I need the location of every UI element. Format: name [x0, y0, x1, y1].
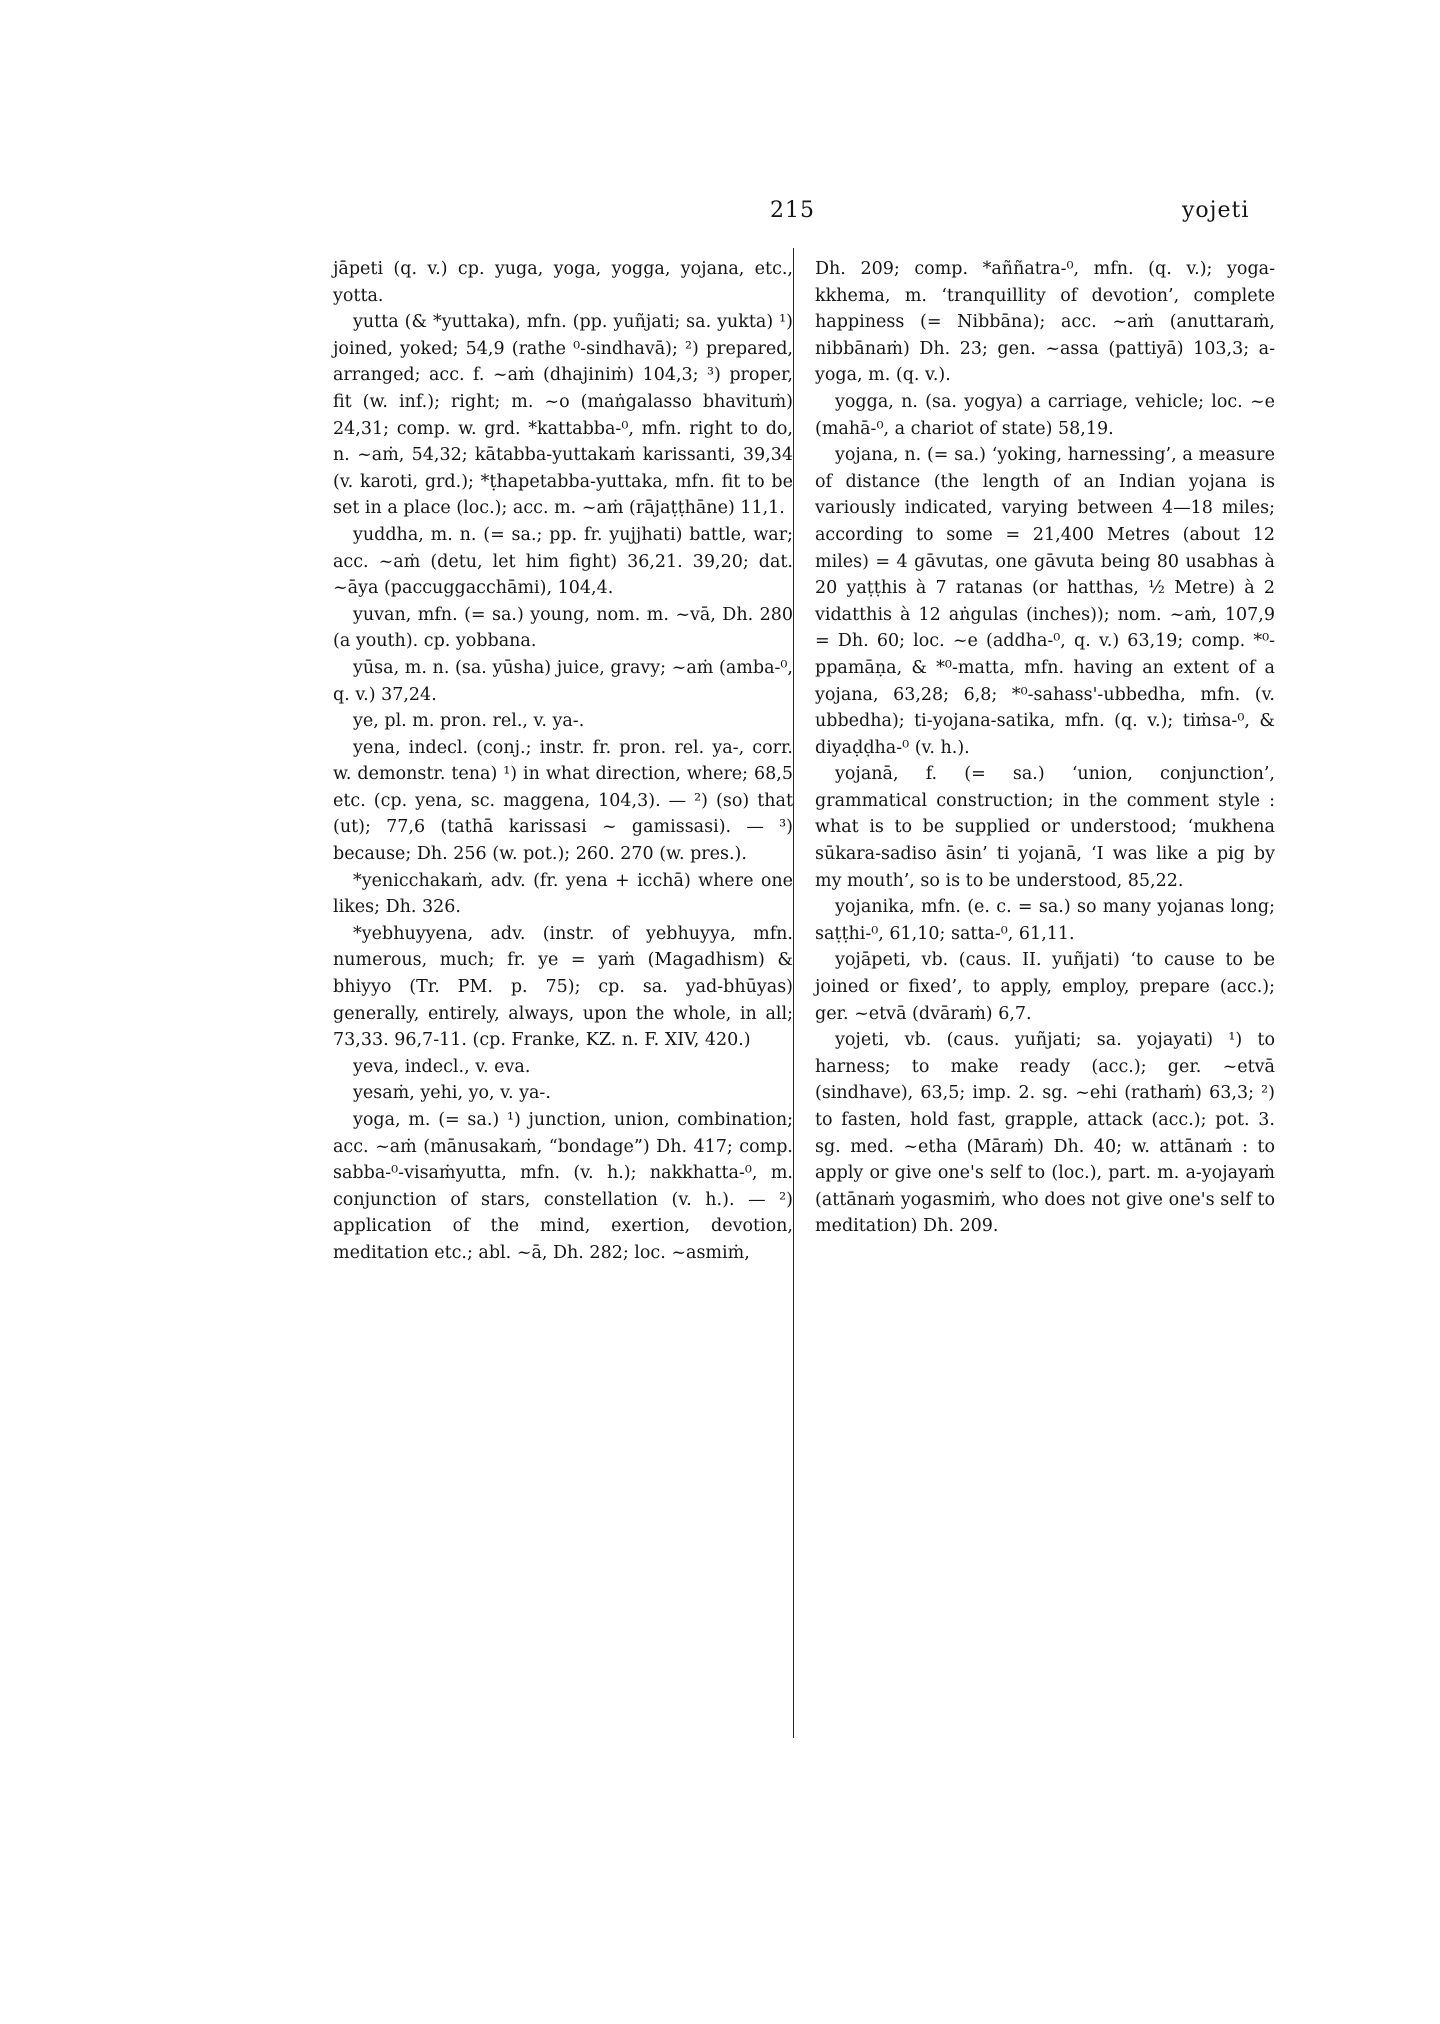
dictionary-entry: *yebhuyyena, adv. (instr. of yebhuyya, mfn. numerous, much; fr. ye = yaṁ (Magadhism) & bhiyyo (Tr. PM. p. 75); cp. sa. yad-bhūyas) generally, entirely, always, upon the whole, in all; 73,33. 96,7-11. (cp. Franke, KZ. n. F. XIV, 420.) [333, 923, 793, 1051]
dictionary-entry: yena, indecl. (conj.; instr. fr. pron. rel. ya-, corr. w. demonstr. tena) ¹) in what direction, where; 68,5 etc. (cp. yena, sc. maggena, 104,3). — ²) (so) that (ut); 77,6 (tathā karissasi ~ gamissasi). — ³) because; Dh. 256 (w. pot.); 260. 270 (w. pres.). [333, 737, 793, 865]
dictionary-entry: yojanika, mfn. (e. c. = sa.) so many yojanas long; saṭṭhi-⁰, 61,10; satta-⁰, 61,11. [815, 897, 1275, 944]
dictionary-entry: ye, pl. m. pron. rel., v. ya-. [353, 711, 585, 732]
right-column [815, 256, 1275, 1240]
dictionary-entry: yeva, indecl., v. eva. [353, 1056, 531, 1077]
left-column [333, 256, 793, 1267]
dictionary-entry: yuvan, mfn. (= sa.) young, nom. m. ~vā, Dh. 280 (a youth). cp. yobbana. [333, 604, 793, 652]
dictionary-entry: yūsa, m. n. (sa. yūsha) juice, gravy; ~aṁ (amba-⁰, q. v.) 37,24. [333, 657, 793, 705]
dictionary-entry: yojeti, vb. (caus. yuñjati; sa. yojayati) ¹) to harness; to make ready (acc.); ger. ~etvā (sindhave), 63,5; imp. 2. sg. ~ehi (rathaṁ) 63,3; ²) to fasten, hold fast, grapple, attack (acc.); pot. 3. sg. med. ~etha (Māraṁ) Dh. 40; w. attānaṁ : to apply or give one's self to (loc.), part. m. a-yojayaṁ (attānaṁ yogasmiṁ, who does not give one's self to meditation) Dh. 209. [815, 1030, 1275, 1237]
dictionary-entry: yogga, n. (sa. yogya) a carriage, vehicle; loc. ~e (mahā-⁰, a chariot of state) 58,19. [815, 391, 1275, 439]
dictionary-entry: yesaṁ, yehi, yo, v. ya-. [353, 1083, 551, 1104]
dictionary-entry: jāpeti (q. v.) cp. yuga, yoga, yogga, yojana, etc., yotta. [333, 259, 793, 306]
dictionary-entry: yojanā, f. (= sa.) ‘union, conjunction’, grammatical construction; in the comment style : what is to be supplied or understood; ‘mukhena sūkara-sadiso āsin’ ti yojanā, ‘I was like a pig by my mouth’, so is to be understood, 85,22. [815, 764, 1275, 891]
dictionary-entry: yojana, n. (= sa.) ‘yoking, harnessing’, a measure of distance (the length of an Indian yojana is variously indicated, varying between 4—18 miles; according to some = 21,400 Metres (about 12 miles) = 4 gāvutas, one gāvuta being 80 usabhas à 20 yaṭṭhis à 7 ratanas (or hatthas, ½ Metre) à 2 vidatthis à 12 aṅgulas (inches)); nom. ~aṁ, 107,9 = Dh. 60; loc. ~e (addha-⁰, q. v.) 63,19; comp. *⁰-ppamāṇa, & *⁰-matta, mfn. having an extent of a yojana, 63,28; 6,8; *⁰-sahass'-ubbedha, mfn. (v. ubbedha); ti-yojana-satika, mfn. (q. v.); tiṁsa-⁰, & diyaḍḍha-⁰ (v. h.). [815, 445, 1275, 758]
page-number: 215 [770, 198, 815, 223]
dictionary-entry: *yenicchakaṁ, adv. (fr. yena + icchā) where one likes; Dh. 326. [333, 870, 793, 918]
dictionary-entry: yutta (& *yuttaka), mfn. (pp. yuñjati; sa. yukta) ¹) joined, yoked; 54,9 (rathe ⁰-sindhavā); ²) prepared, arranged; acc. f. ~aṁ (dhajiniṁ) 104,3; ³) proper, fit (w. inf.); right; m. ~o (maṅgalasso bhavituṁ) 24,31; comp. w. grd. *kattabba-⁰, mfn. right to do, n. ~aṁ, 54,32; kātabba-yuttakaṁ karissanti, 39,34 (v. karoti, grd.); *ṭhapetabba-yuttaka, mfn. fit to be set in a place (loc.); acc. m. ~aṁ (rājaṭṭhāne) 11,1. [333, 312, 793, 519]
running-head: yojeti [1182, 198, 1250, 223]
column-divider [793, 248, 794, 1738]
dictionary-entry: Dh. 209; comp. *aññatra-⁰, mfn. (q. v.); yoga-kkhema, m. ‘tranquillity of devotion’, complete happiness (= Nibbāna); acc. ~aṁ (anuttaraṁ, nibbānaṁ) Dh. 23; gen. ~assa (pattiyā) 103,3; a-yoga, m. (q. v.). [815, 259, 1275, 386]
dictionary-entry: yuddha, m. n. (= sa.; pp. fr. yujjhati) battle, war; acc. ~aṁ (detu, let him fight) 36,21. 39,20; dat. ~āya (paccuggacchāmi), 104,4. [333, 524, 793, 599]
dictionary-entry: yojāpeti, vb. (caus. II. yuñjati) ‘to cause to be joined or fixed’, to apply, employ, prepare (acc.); ger. ~etvā (dvāraṁ) 6,7. [815, 950, 1275, 1024]
dictionary-entry: yoga, m. (= sa.) ¹) junction, union, combination; acc. ~aṁ (mānusakaṁ, “bondage”) Dh. 417; comp. sabba-⁰-visaṁyutta, mfn. (v. h.); nakkhatta-⁰, m. conjunction of stars, constellation (v. h.). — ²) application of the mind, exertion, devotion, meditation etc.; abl. ~ā, Dh. 282; loc. ~asmiṁ, [333, 1110, 793, 1263]
